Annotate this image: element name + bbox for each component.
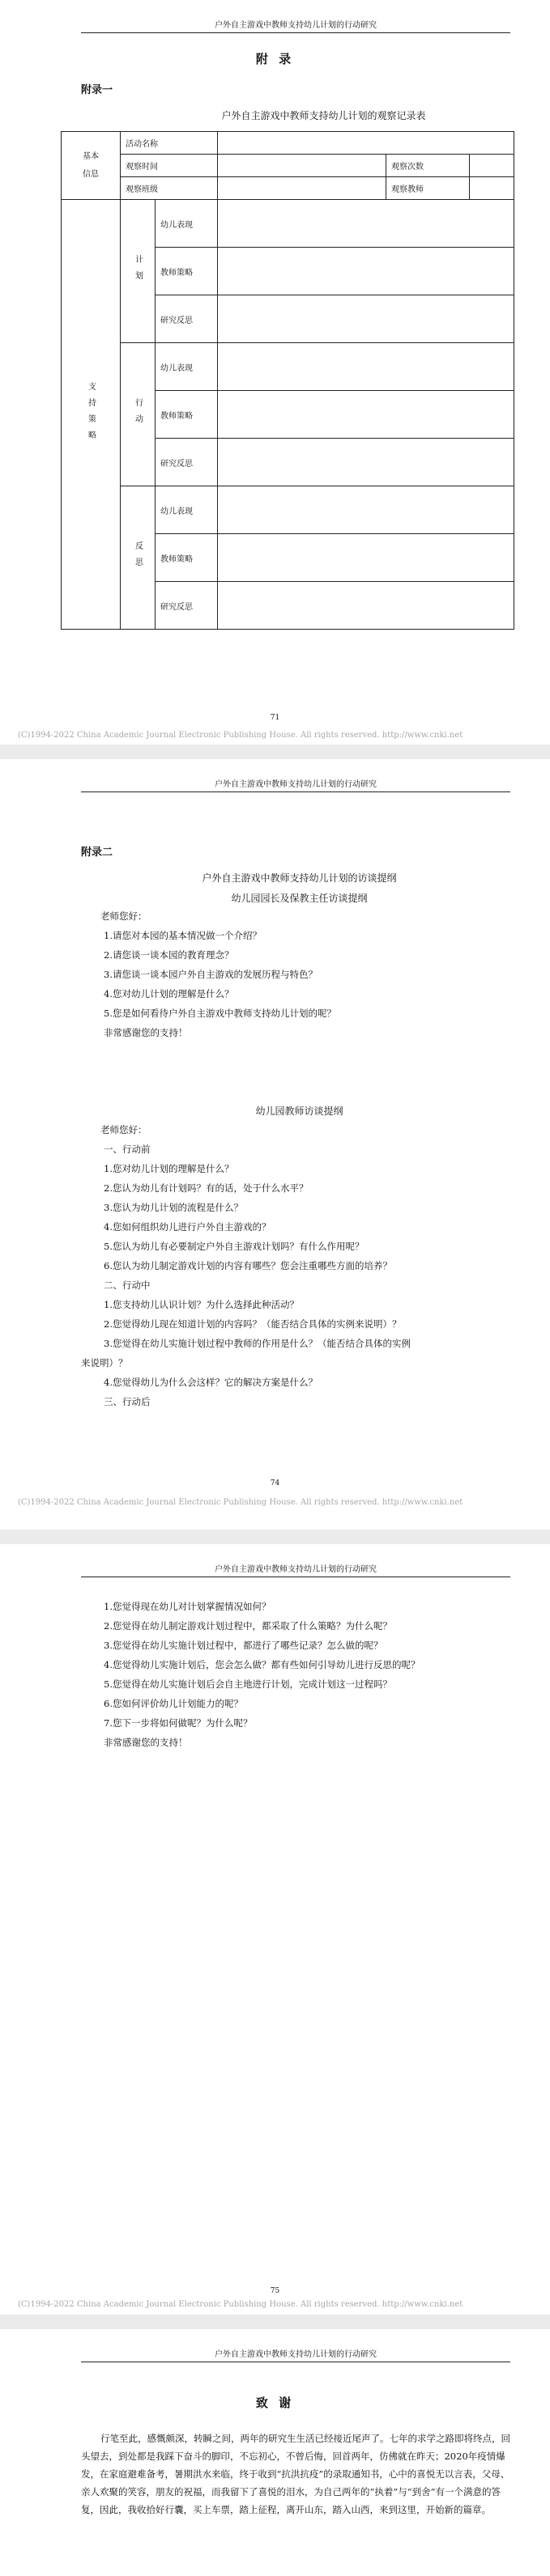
running-header: 户外自主游戏中教师支持幼儿计划的行动研究 — [81, 2347, 510, 2362]
row-label: 教师策略 — [156, 248, 218, 295]
row-value — [218, 248, 514, 295]
appendix-one-label: 附录一 — [81, 84, 113, 96]
interview-line: 3.您觉得在幼儿实施计划过程中，都进行了哪些记录？怎么做的呢？ — [104, 1640, 383, 1651]
director-line: 5.您是如何看待户外自主游戏中教师支持幼儿计划的呢？ — [104, 1008, 336, 1019]
obs-class-value — [218, 177, 386, 200]
teacher-line: 4.您如何组织幼儿进行户外自主游戏的？ — [104, 1221, 271, 1233]
obs-class-label: 观察班级 — [121, 177, 218, 200]
row-label: 教师策略 — [156, 534, 218, 582]
interview-line: 非常感谢您的支持！ — [104, 1737, 188, 1748]
row-label: 研究反思 — [156, 295, 218, 343]
phase-action-cell: 行动 — [121, 343, 156, 486]
teacher-line: 二、行动中 — [104, 1280, 151, 1291]
teacher-line: 1.您支持幼儿认识计划？为什么选择此种活动？ — [104, 1299, 299, 1310]
row-value — [218, 534, 514, 582]
basic-info-cell: 基本信息 — [62, 132, 121, 200]
director-line: 老师您好： — [100, 910, 147, 922]
obs-teacher-value — [470, 177, 514, 200]
copyright-notice: (C)1994-2022 China Academic Journal Electronic Publishing House. All rights reserved. http://www.cnki.net — [18, 1498, 463, 1507]
teacher-line: 3.您认为幼儿计划的流程是什么？ — [104, 1202, 243, 1213]
page-4 — [0, 2329, 550, 2576]
page-number: 75 — [270, 2287, 280, 2295]
observation-record-table — [61, 131, 514, 630]
director-line: 1.请您对本园的基本情况做一个介绍？ — [104, 930, 262, 941]
director-line: 2.请您谈一谈本园的教育理念？ — [104, 949, 234, 961]
phase-reflect-cell: 反思 — [121, 486, 156, 630]
teacher-line: 老师您好： — [100, 1124, 147, 1135]
obs-time-label: 观察时间 — [121, 155, 218, 177]
copyright-notice: (C)1994-2022 China Academic Journal Electronic Publishing House. All rights reserved. http://www.cnki.net — [18, 731, 463, 740]
page-separator — [0, 745, 550, 759]
interview-line: 6.您如何评价幼儿计划能力的呢？ — [104, 1698, 243, 1709]
acknowledgement-paragraph: 行笔至此，感慨颇深，转瞬之间，两年的研究生生活已经接近尾声了。七年的求学之路即将终点，回头望去，到处都是我踩下奋斗的脚印，不忘初心，不曾后悔，回首两年，仿佛就在昨天；2020年疫情爆发，在家庭避难备考，暑期洪水来临，终于收到“抗洪抗疫”的录取通知书，心中的喜悦无以言表，父母、亲人欢聚的笑容，朋友的祝福，而我留下了喜悦的泪水，为自己两年的“执着”与“到舍”有一个满意的答复，因此，我收拾好行囊，买上车票，踏上征程，离开山东，踏入山西，来到这里，开始新的篇章。 — [81, 2433, 510, 2515]
interview-line: 4.您觉得幼儿实施计划后，您会怎么做？都有些如何引导幼儿进行反思的呢？ — [104, 1659, 420, 1670]
obs-teacher-label: 观察教师 — [386, 177, 470, 200]
obs-count-value — [470, 155, 514, 177]
page-3 — [0, 1544, 550, 2315]
row-value — [218, 391, 514, 439]
row-value — [218, 295, 514, 343]
page-separator — [0, 1530, 550, 1544]
page-1 — [0, 0, 550, 745]
support-strategy-cell: 支持策略 — [62, 200, 121, 630]
teacher-line: 5.您认为幼儿有必要制定户外自主游戏计划吗？有什么作用呢？ — [104, 1241, 365, 1252]
running-header: 户外自主游戏中教师支持幼儿计划的行动研究 — [81, 18, 510, 33]
row-label: 幼儿表现 — [156, 486, 218, 534]
activity-name-label: 活动名称 — [121, 132, 218, 155]
teacher-outline-title: 幼儿园教师访谈提纲 — [255, 1106, 343, 1117]
page-separator — [0, 2315, 550, 2329]
director-line: 4.您对幼儿计划的理解是什么？ — [104, 988, 234, 999]
interview-line: 5.您觉得在幼儿实施计划后会自主地进行计划，完成计划这一过程吗？ — [104, 1678, 392, 1690]
obs-time-value — [218, 155, 386, 177]
row-label: 研究反思 — [156, 439, 218, 486]
teacher-line: 1.您对幼儿计划的理解是什么？ — [104, 1163, 234, 1174]
row-value — [218, 200, 514, 248]
acknowledgement-title: 致 谢 — [255, 2396, 295, 2410]
row-label: 教师策略 — [156, 391, 218, 439]
interview-line: 7.您下一步将如何做呢？为什么呢？ — [104, 1717, 253, 1729]
row-label: 幼儿表现 — [156, 343, 218, 391]
observation-table-title: 户外自主游戏中教师支持幼儿计划的观察记录表 — [221, 110, 426, 121]
director-line: 3.请您谈一谈本园户外自主游戏的发展历程与特色？ — [104, 969, 318, 980]
row-value — [218, 439, 514, 486]
running-header: 户外自主游戏中教师支持幼儿计划的行动研究 — [81, 777, 510, 792]
phase-plan-cell: 计划 — [121, 200, 156, 343]
page-number: 74 — [270, 1479, 280, 1487]
teacher-line: 3.您觉得在幼儿实施计划过程中教师的作用是什么？（能否结合具体的实例 — [104, 1338, 411, 1349]
teacher-line: 三、行动后 — [104, 1396, 151, 1407]
teacher-line: 一、行动前 — [104, 1144, 151, 1155]
appendix-title: 附 录 — [255, 52, 295, 66]
row-label: 研究反思 — [156, 582, 218, 630]
teacher-line: 2.您认为幼儿有计划吗？有的话，处于什么水平？ — [104, 1182, 309, 1194]
activity-name-value — [218, 132, 514, 155]
appendix-two-label: 附录二 — [81, 847, 113, 859]
running-header: 户外自主游戏中教师支持幼儿计划的行动研究 — [81, 1562, 510, 1577]
interview-line: 2.您觉得在幼儿制定游戏计划过程中，都采取了什么策略？为什么呢？ — [104, 1620, 392, 1632]
row-label: 幼儿表现 — [156, 200, 218, 248]
row-value — [218, 343, 514, 391]
obs-count-label: 观察次数 — [386, 155, 470, 177]
copyright-notice: (C)1994-2022 China Academic Journal Electronic Publishing House. All rights reserved. http://www.cnki.net — [18, 2300, 463, 2309]
page-2 — [0, 759, 550, 1530]
row-value — [218, 486, 514, 534]
teacher-line: 2.您觉得幼儿现在知道计划的内容吗？（能否结合具体的实例来说明）？ — [104, 1318, 402, 1330]
interview-line: 1.您觉得现在幼儿对计划掌握情况如何？ — [104, 1601, 271, 1612]
teacher-line: 来说明）？ — [81, 1357, 128, 1369]
director-outline-title: 幼儿园园长及保教主任访谈提纲 — [231, 893, 368, 904]
director-line: 非常感谢您的支持！ — [104, 1027, 188, 1038]
page-number: 71 — [270, 714, 280, 722]
row-value — [218, 582, 514, 630]
teacher-line: 4.您觉得幼儿为什么会这样？它的解决方案是什么？ — [104, 1377, 318, 1388]
interview-outline-title: 户外自主游戏中教师支持幼儿计划的访谈提纲 — [202, 872, 397, 884]
teacher-line: 6.您认为幼儿制定游戏计划的内容有哪些？您会注重哪些方面的培养？ — [104, 1260, 392, 1271]
